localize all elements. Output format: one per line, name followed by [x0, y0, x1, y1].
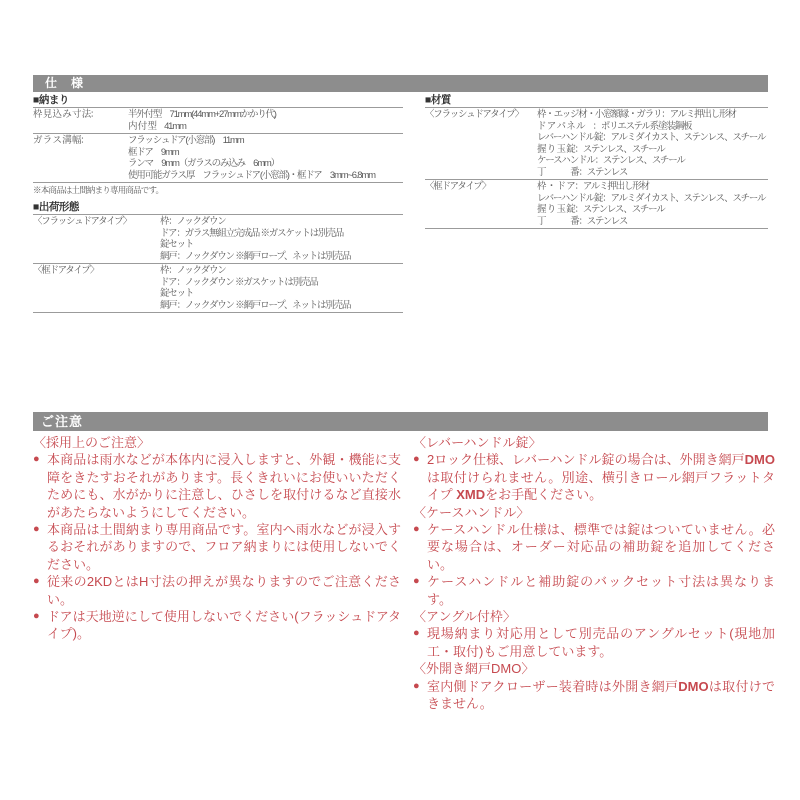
bullet-icon: ●	[413, 627, 420, 640]
notice-heading: 〈外開き網戸DMO〉	[413, 661, 535, 677]
notice-text: 室内側ドアクローザー装着時は外開き網戸DMOは取付けできません。	[427, 678, 775, 712]
spec-line: 枠：ノックダウン	[160, 216, 226, 227]
row-label: 〈フラッシュドアタイプ〉	[425, 109, 524, 120]
spec-line: 使用可能ガラス厚 フラッシュドア(小窓部)・框ドア 3mm~6.8mm	[128, 169, 375, 181]
spec-line: 網戸：ノックダウン ※網戸ロープ、ネットは別売品	[160, 299, 351, 311]
zaishitsu-table	[425, 107, 768, 229]
notice-left-column	[33, 434, 401, 643]
osamari-heading: ■納まり	[33, 94, 69, 106]
spec-line: 網戸：ノックダウン ※網戸ロープ、ネットは別売品	[160, 250, 351, 262]
notice-bullet	[33, 608, 401, 643]
spec-line: 框ドア 9mm	[128, 146, 179, 158]
notice-text: 従来の2KDとはH寸法の押えが異なりますのでご注意ください。	[47, 574, 401, 607]
spec-line: ドア：ガラス無組立完成品 ※ガスケットは別売品	[160, 227, 343, 239]
row-label: ガ ラ ス 溝 幅：	[33, 135, 89, 146]
bullet-icon: ●	[33, 575, 40, 588]
shukka-table	[33, 214, 403, 313]
notice-heading: 〈レバーハンドル錠〉	[413, 435, 542, 450]
notice-section-title: ご注意	[41, 414, 84, 429]
spec-line: 内 付 型 41mm	[128, 120, 186, 132]
notice-text: 本商品は雨水などが本体内に浸入しますと、外観・機能に支障をきたすおそれがあります。長くきれいにお使いいただくためにも、水がかりに注意し、ひさしを取付けるなど直接水があたらないようにしてください。	[47, 452, 401, 520]
spec-line: 枠：ノックダウン	[160, 265, 226, 276]
notice-bullet	[413, 521, 775, 573]
spec-line: 枠 ・ ド ア：アルミ押出し形材	[537, 181, 649, 192]
spec-line: ドア：ノックダウン ※ガスケットは別売品	[160, 276, 318, 288]
notice-text: ケースハンドルと補助錠のバックセット寸法は異なります。	[427, 574, 775, 607]
notice-bullet	[413, 451, 775, 503]
notice-text: 本商品は土間納まり専用商品です。室内へ雨水などが浸入するおそれがありますので、フロア納まりには使用しないでください。	[47, 522, 401, 572]
table-row	[33, 264, 403, 313]
notice-bullet	[413, 625, 775, 660]
spec-section-title: 仕 様	[45, 76, 85, 90]
notice-heading: 〈アングル付枠〉	[413, 609, 516, 625]
notice-heading: 〈ケースハンドル〉	[413, 504, 530, 520]
bullet-icon: ●	[413, 453, 420, 466]
spec-line: 丁 番：ステンレス	[537, 166, 628, 178]
spec-line: 握 り 玉 錠：ステンレス、スチール	[537, 204, 665, 215]
shukka-heading: ■出荷形態	[33, 201, 79, 213]
bullet-icon: ●	[33, 610, 40, 623]
spec-line: 半外付型 71mm(44mm+27mmかかり代)	[128, 109, 276, 120]
table-row	[33, 134, 403, 183]
zaishitsu-heading: ■材質	[425, 94, 451, 106]
row-label: 〈框ドアタイプ〉	[425, 181, 491, 192]
spec-line: ケースハンドル：ステンレス、スチール	[537, 155, 685, 166]
spec-line: 錠セット	[160, 239, 194, 250]
spec-line: レバーハンドル錠：アルミダイカスト、ステンレス、スチール	[537, 192, 766, 204]
notice-bullet	[33, 573, 401, 608]
spec-line: ランマ 9mm（ガラスのみ込み 6mm）	[128, 158, 279, 169]
notice-bullet	[413, 573, 775, 608]
table-row	[425, 108, 768, 180]
table-row	[425, 180, 768, 229]
spec-line: 丁 番：ステンレス	[537, 215, 628, 227]
bullet-icon: ●	[413, 575, 420, 588]
table-row	[33, 215, 403, 264]
notice-right-column	[413, 434, 775, 713]
notice-text: 現場納まり対応用として別売品のアングルセット(現地加工・取付)もご用意しています。	[427, 626, 775, 659]
spec-line: フラッシュドア(小窓部) 11mm	[128, 135, 244, 146]
spec-line: 枠・エッジ材・小窓額縁・ガラリ：アルミ押出し形材	[537, 109, 736, 120]
row-label: 枠 見 込 み 寸 法：	[33, 109, 99, 120]
notice-heading: 〈採用上のご注意〉	[33, 435, 151, 450]
spec-line: 握 り 玉 錠：ステンレス、スチール	[537, 143, 665, 155]
notice-text: 2ロック仕様、レバーハンドル錠の場合は、外開き網戸DMOは取付けられません。別途、横引きロール網戸フラットタイプ XMDをお手配ください。	[427, 452, 775, 503]
notice-bullet	[33, 451, 401, 521]
bullet-icon: ●	[413, 523, 420, 536]
spec-line: 錠セット	[160, 288, 194, 299]
bullet-icon: ●	[33, 523, 40, 536]
notice-text: ドアは天地逆にして使用しないでください(フラッシュドアタイプ)。	[47, 609, 401, 642]
spec-right-column	[425, 95, 768, 229]
notice-bullet	[413, 678, 775, 713]
spec-line: レバーハンドル錠：アルミダイカスト、ステンレス、スチール	[537, 132, 766, 143]
osamari-footnote: ※本商品は土間納まり専用商品です。	[33, 185, 164, 195]
spec-line: ド ア パ ネ ル ：ポリエステル系塗装鋼板	[537, 120, 692, 132]
spec-left-column	[33, 95, 403, 313]
row-label: 〈框ドアタイプ〉	[33, 265, 99, 276]
spec-section-bar	[33, 75, 768, 92]
notice-bullet	[33, 521, 401, 573]
table-row	[33, 108, 403, 134]
bullet-icon: ●	[413, 679, 420, 692]
notice-section-bar	[33, 412, 768, 431]
osamari-table	[33, 107, 403, 183]
notice-text: ケースハンドル仕様は、標準では錠はついていません。必要な場合は、オーダー対応品の補助錠を追加してください。	[427, 522, 775, 572]
row-label: 〈フラッシュドアタイプ〉	[33, 216, 132, 227]
bullet-icon: ●	[33, 453, 40, 466]
